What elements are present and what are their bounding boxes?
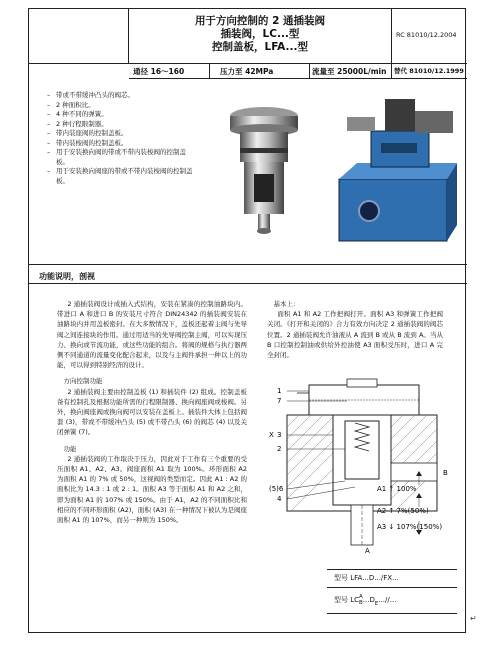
feature-item: – 4 种不同的弹簧。	[47, 110, 197, 120]
spec-size: 通径 16～160	[129, 64, 209, 79]
diagram-port-a: A	[365, 547, 370, 555]
feature-list	[47, 91, 197, 186]
model-lc	[334, 594, 396, 607]
model-lc-a: A	[359, 594, 363, 600]
model-lc-b: B	[359, 600, 363, 606]
section-diagram	[267, 377, 457, 557]
model-lc-prefix: 型号 LC	[334, 596, 360, 604]
datasheet-page	[28, 8, 466, 633]
model-rule-2	[327, 587, 457, 588]
feature-item: – 2 种行程限制器。	[47, 120, 197, 130]
feature-item: – 带内装座阀的控制盖板。	[47, 129, 197, 139]
diagram-label-3: 3	[277, 431, 282, 439]
directional-paragraph: 2 通插装阀主要由控制盖板 (1) 和插装件 (2) 组成。控制盖板备有控制孔及根据功能所需的行程限制器、换向阀座阀或梭阀。另外，换向阀座阀或换向阀可以安装在盖板上。插装件大体上包括阀套 (3)，带或不带缓冲凸头 (5) 或不带凸头 (6) 的阀芯 (4) 以及关闭弹簧 (7)。	[57, 387, 247, 437]
page-title	[129, 9, 391, 64]
feature-item: – 带内装梭阀的控制盖板。	[47, 139, 197, 149]
model-lfa: 型号 LFA...D.../FX...	[334, 574, 399, 582]
basic-paragraph: 面积 A1 和 A2 工作把阀打开。面积 A3 和弹簧工作把阀关闭。《打开和关闭的》合力有效方向决定 2 通插装阀的阀芯位置。2 通插装阀允许油液从 A 流到 B 或从 B 流到 A。当从 B 口控制控制油或供给外控油使 A3 面积受压时，进口 A 完全封闭。	[267, 310, 443, 360]
diagram-label-7: 7	[277, 397, 282, 405]
left-column	[57, 299, 247, 525]
feature-item: – 2 种面积比。	[47, 101, 197, 111]
area-a2-label: A2 ↑ 7%(50%)	[377, 507, 429, 515]
right-column	[267, 299, 443, 360]
diagram-label-x: X	[269, 431, 274, 439]
diagram-label-1: 1	[277, 387, 282, 395]
title-line-1: 用于方向控制的 2 通插装阀	[194, 15, 326, 27]
function-paragraph: 2 通插装阀的工作取决于压力，因此对于工作有三个重要的受压面积 A1、A2、A3。阀座面积 A1 取为 100%。环形面积 A2 为面积 A1 的 7% 或 50%，这视阀的类型而定。因此 A1 : A2 的面积比为 14.3 : 1 或 2 : 1。面积 A3 等于面积 A1 和 A2 之和，即为面积 A1 的 107% 或 150%。由于 A1，A2 的不同面积比和相应的不同环形面积 (A2)，面积 (A3) 在一种情况下被认为是阀座面积 A1 的 107%，而另一种则为 150%。	[57, 454, 247, 525]
spec-replaces: 替代 81010/12.1999	[391, 64, 467, 79]
rc-code: RC 81010/12.2004	[391, 9, 467, 64]
model-rule-1	[327, 569, 457, 570]
diagram-label-2: 2	[277, 445, 282, 453]
section-divider-bottom	[29, 283, 467, 284]
basic-heading: 基本上：	[273, 300, 300, 308]
paragraph-mark: ↵	[470, 614, 477, 623]
area-a1-label: A1 ↑ 100%	[377, 485, 417, 493]
model-lc-tail: ...//...	[378, 596, 397, 604]
feature-item: – 用于安装换向阀的带或不带内装梭阀的控制盖板。	[47, 148, 197, 167]
title-line-3: 控制盖板，LFA...型	[212, 41, 308, 53]
spec-flow: 流量至 25000L/min	[309, 64, 391, 79]
diagram-port-b: B	[443, 469, 448, 477]
subhead-directional: 方向控制功能	[63, 377, 103, 386]
title-line-2: 插装阀，LC...型	[220, 28, 300, 40]
directional-valve-image	[329, 91, 457, 251]
diagram-label-5-6: (5)6	[269, 485, 284, 493]
model-lc-e: E	[374, 601, 379, 607]
diagram-label-4: 4	[277, 495, 282, 503]
cartridge-valve-image	[227, 104, 302, 239]
feature-item: – 带或不带缓冲凸头的阀芯。	[47, 91, 197, 101]
model-rule-3	[327, 613, 457, 614]
model-lc-mid: ...D	[362, 596, 375, 604]
logo-box	[29, 9, 129, 64]
section-title: 功能说明，剖视	[39, 272, 95, 281]
area-a3-label: A3 ↓ 107%(150%)	[377, 523, 443, 531]
feature-item: – 用于安装换向阀座的带或不带内装梭阀的控制盖板。	[47, 167, 197, 186]
subhead-function: 功能	[63, 444, 77, 453]
section-divider-top	[29, 264, 467, 265]
intro-paragraph: 2 通插装阀设计成插入式结构，安装在紧凑的控制油路块内。带进口 A 和进口 B 的安装尺寸符合 DIN24342 的插装阀安装在油路块内并用盖板密封。在大多数情况下，盖板还起着主阀与先导阀之间连接块的作用。通过用适当的先导阀控制主阀，可以实现压力、换向或节流功能，或这些功能的组合。将阀的规格与执行器两侧不同通道的流量变化配合起来，以及与主阀件承担一种以上的功能，可以得到特别经济的设计。	[57, 300, 247, 370]
spec-pressure: 压力至 42MPa	[209, 64, 309, 79]
